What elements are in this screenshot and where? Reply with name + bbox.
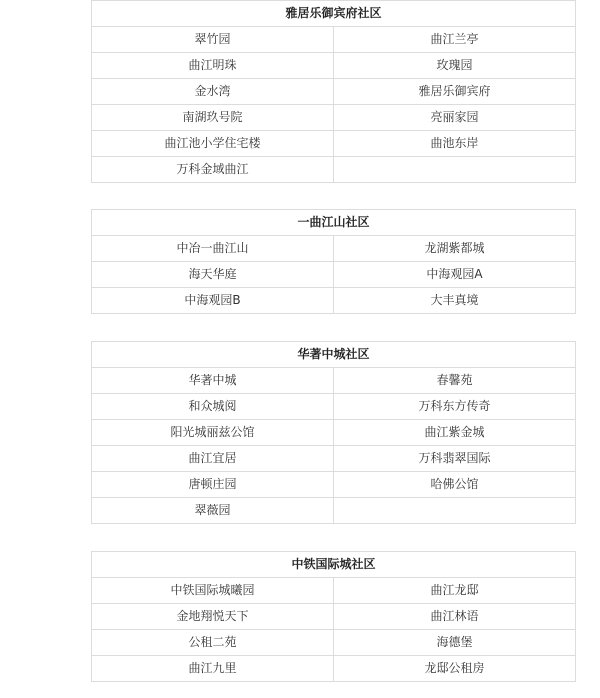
table-cell: 春馨苑 bbox=[334, 368, 576, 394]
table-cell: 雅居乐御宾府 bbox=[334, 79, 576, 105]
table-cell: 公租二苑 bbox=[92, 630, 334, 656]
table-cell: 中海观园B bbox=[92, 288, 334, 314]
table-row bbox=[92, 288, 576, 314]
table-row bbox=[92, 368, 576, 394]
table-row bbox=[92, 498, 576, 524]
table-cell: 唐顿庄园 bbox=[92, 472, 334, 498]
table-row bbox=[92, 630, 576, 656]
table-cell: 玫瑰园 bbox=[334, 53, 576, 79]
table-cell: 阳光城丽兹公馆 bbox=[92, 420, 334, 446]
table-cell: 曲江池小学住宅楼 bbox=[92, 131, 334, 157]
table-row bbox=[92, 131, 576, 157]
table-row bbox=[92, 394, 576, 420]
table-cell bbox=[334, 498, 576, 524]
table-row bbox=[92, 262, 576, 288]
table-row bbox=[92, 236, 576, 262]
community-title: 华著中城社区 bbox=[92, 342, 576, 368]
table-cell: 中海观园A bbox=[334, 262, 576, 288]
table-cell: 万科金域曲江 bbox=[92, 157, 334, 183]
table-cell: 曲江龙邸 bbox=[334, 578, 576, 604]
table-cell: 曲江宜居 bbox=[92, 446, 334, 472]
table-cell: 龙邸公租房 bbox=[334, 656, 576, 682]
table-cell: 华著中城 bbox=[92, 368, 334, 394]
table-cell: 南湖玖号院 bbox=[92, 105, 334, 131]
table-row bbox=[92, 472, 576, 498]
table-cell: 翠竹园 bbox=[92, 27, 334, 53]
table-cell: 哈佛公馆 bbox=[334, 472, 576, 498]
table-cell: 金水湾 bbox=[92, 79, 334, 105]
table-cell: 中铁国际城曦园 bbox=[92, 578, 334, 604]
table-row bbox=[92, 157, 576, 183]
table-cell: 曲江兰亭 bbox=[334, 27, 576, 53]
table-cell: 万科翡翠国际 bbox=[334, 446, 576, 472]
community-table-zhongtieguojicheng bbox=[91, 551, 576, 682]
community-title: 雅居乐御宾府社区 bbox=[92, 1, 576, 27]
table-cell: 万科东方传奇 bbox=[334, 394, 576, 420]
table-cell: 金地翔悦天下 bbox=[92, 604, 334, 630]
community-table-huazhuzhongcheng bbox=[91, 341, 576, 524]
community-table-yajule bbox=[91, 0, 576, 183]
table-cell: 曲江紫金城 bbox=[334, 420, 576, 446]
table-cell: 曲江林语 bbox=[334, 604, 576, 630]
table-row bbox=[92, 446, 576, 472]
table-cell: 中冶一曲江山 bbox=[92, 236, 334, 262]
table-header-row bbox=[92, 1, 576, 27]
table-cell: 亮丽家园 bbox=[334, 105, 576, 131]
table-row bbox=[92, 53, 576, 79]
community-title: 中铁国际城社区 bbox=[92, 552, 576, 578]
table-row bbox=[92, 420, 576, 446]
table-row bbox=[92, 578, 576, 604]
table-cell: 海天华庭 bbox=[92, 262, 334, 288]
table-cell: 龙湖紫都城 bbox=[334, 236, 576, 262]
table-cell: 曲江九里 bbox=[92, 656, 334, 682]
table-cell: 翠薇园 bbox=[92, 498, 334, 524]
table-header-row bbox=[92, 210, 576, 236]
table-cell: 大丰真境 bbox=[334, 288, 576, 314]
table-header-row bbox=[92, 342, 576, 368]
table-cell bbox=[334, 157, 576, 183]
table-row bbox=[92, 105, 576, 131]
table-header-row bbox=[92, 552, 576, 578]
table-cell: 曲池东岸 bbox=[334, 131, 576, 157]
table-cell: 曲江明珠 bbox=[92, 53, 334, 79]
community-title: 一曲江山社区 bbox=[92, 210, 576, 236]
table-row bbox=[92, 656, 576, 682]
table-row bbox=[92, 79, 576, 105]
table-cell: 海德堡 bbox=[334, 630, 576, 656]
table-row bbox=[92, 604, 576, 630]
table-row bbox=[92, 27, 576, 53]
table-cell: 和众城阅 bbox=[92, 394, 334, 420]
community-table-yiqujiangshan bbox=[91, 209, 576, 314]
